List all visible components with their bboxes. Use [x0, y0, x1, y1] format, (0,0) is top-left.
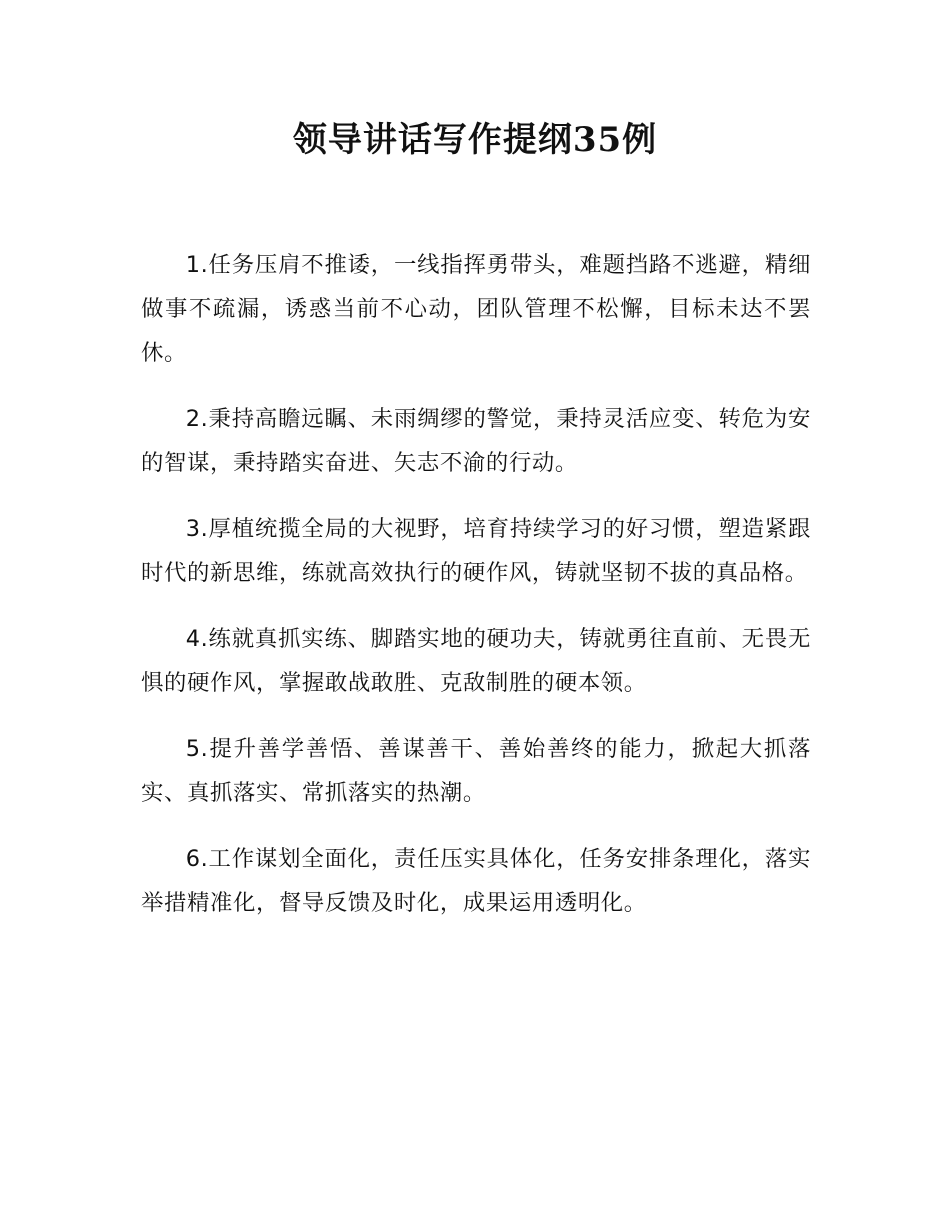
document-body: [141, 243, 811, 947]
paragraph-2: 2.秉持高瞻远瞩、未雨绸缪的警觉，秉持灵活应变、转危为安的智谋，秉持踏实奋进、矢志不渝的行动。: [141, 406, 811, 476]
paragraph-6: 6.工作谋划全面化，责任压实具体化，任务安排条理化，落实举措精准化，督导反馈及时化，成果运用透明化。: [141, 846, 811, 916]
paragraph-5: 5.提升善学善悟、善谋善干、善始善终的能力，掀起大抓落实、真抓落实、常抓落实的热潮。: [141, 736, 811, 806]
paragraph-4: 4.练就真抓实练、脚踏实地的硬功夫，铸就勇往直前、无畏无惧的硬作风，掌握敢战敢胜、克敌制胜的硬本领。: [141, 626, 811, 696]
document-title: 领导讲话写作提纲35例: [292, 120, 658, 160]
paragraph-3: 3.厚植统揽全局的大视野，培育持续学习的好习惯，塑造紧跟时代的新思维，练就高效执行的硬作风，铸就坚韧不拔的真品格。: [141, 516, 811, 586]
paragraph-1: 1.任务压肩不推诿，一线指挥勇带头，难题挡路不逃避，精细做事不疏漏，诱惑当前不心动，团队管理不松懈，目标未达不罢休。: [141, 252, 811, 366]
